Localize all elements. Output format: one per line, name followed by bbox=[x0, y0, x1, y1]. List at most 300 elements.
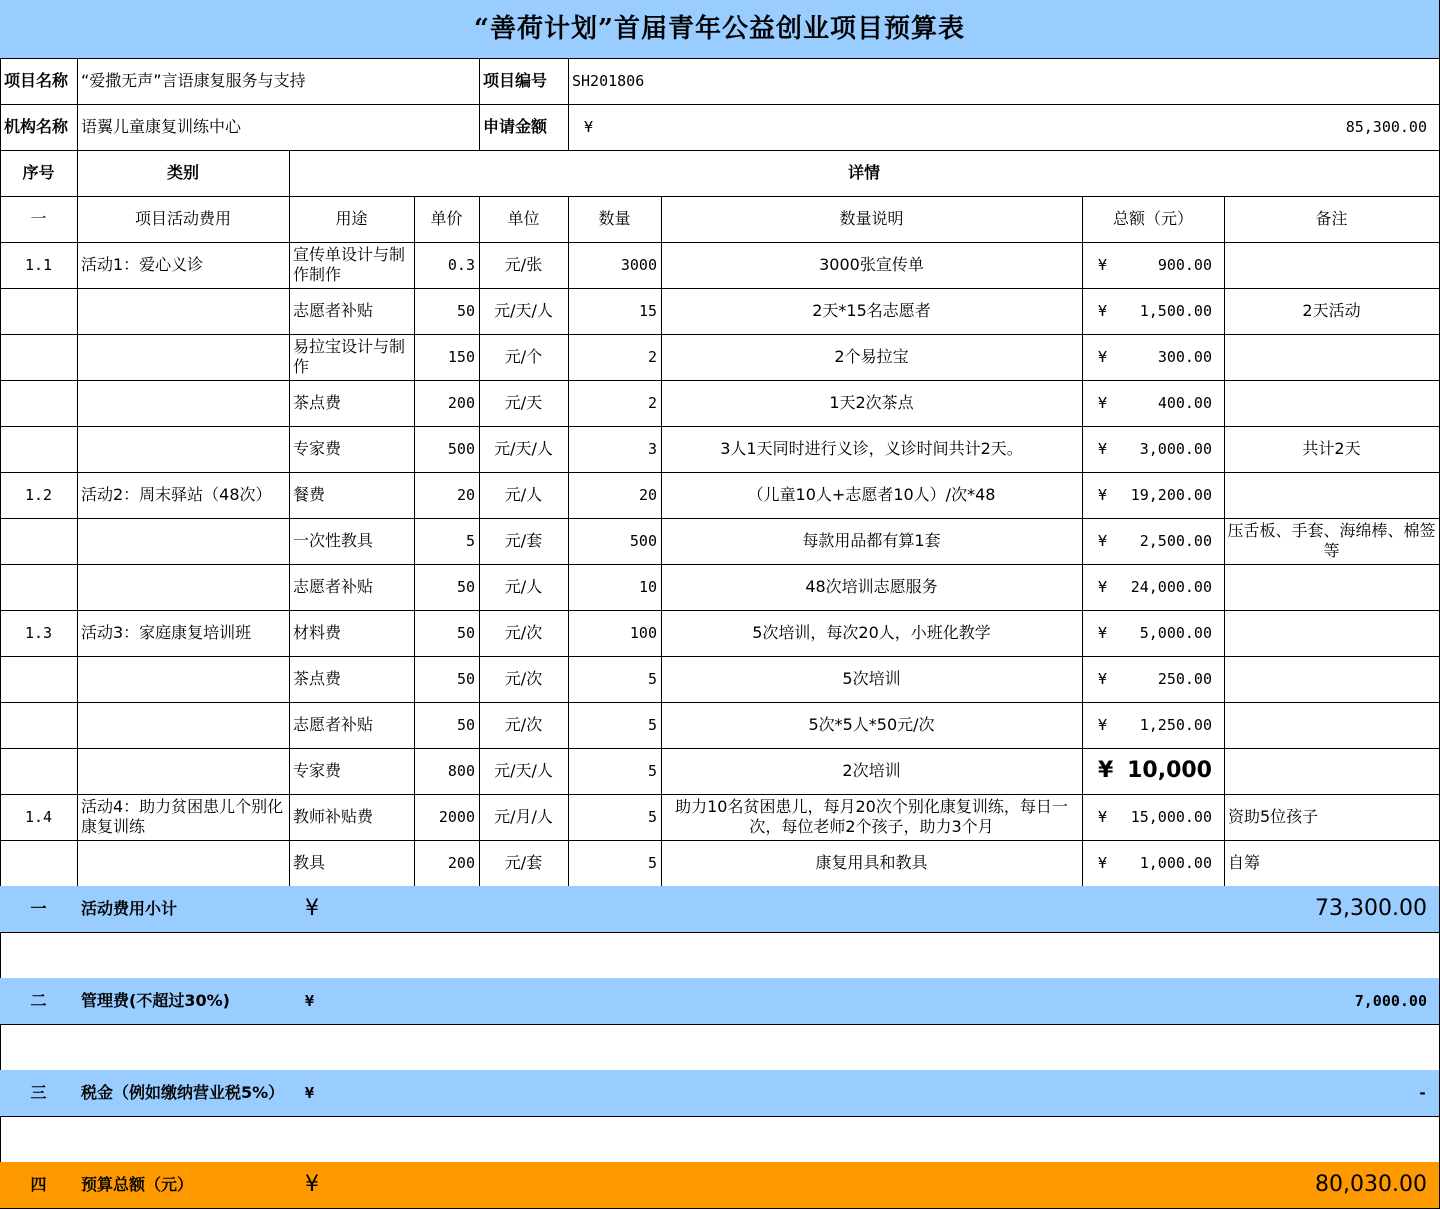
org-name-label-text: 机构名称 bbox=[4, 117, 69, 136]
org-name-value-text: 语翼儿童康复训练中心 bbox=[81, 117, 242, 136]
summary-label-text: 管理费(不超过30%) bbox=[81, 991, 230, 1010]
row-usage[interactable] bbox=[289, 656, 415, 703]
row-qty-desc-text: 3人1天同时进行义诊，义诊时间共计2天。 bbox=[720, 439, 1023, 458]
row-qty-desc[interactable] bbox=[661, 702, 1083, 749]
row-category-text: 活动1：爱心义诊 bbox=[81, 255, 204, 274]
row-note[interactable] bbox=[1224, 426, 1440, 473]
row-note-text: 2天活动 bbox=[1302, 301, 1361, 320]
sheet-title bbox=[0, 0, 1440, 59]
row-seq[interactable] bbox=[0, 518, 78, 565]
row-category-text: 活动3：家庭康复培训班 bbox=[81, 623, 252, 642]
requested-amount bbox=[568, 104, 1440, 151]
header-unit-text: 单位 bbox=[507, 209, 540, 228]
row-usage-text: 易拉宝设计与制作 bbox=[293, 337, 406, 376]
row-total bbox=[1082, 748, 1225, 795]
row-total-currency: ¥ bbox=[1098, 394, 1108, 412]
row-qty[interactable] bbox=[568, 242, 662, 289]
row-qty-desc[interactable] bbox=[661, 564, 1083, 611]
row-qty-desc[interactable] bbox=[661, 518, 1083, 565]
row-qty-desc[interactable] bbox=[661, 656, 1083, 703]
row-unit[interactable] bbox=[479, 702, 569, 749]
summary-amount-amount: 80,030.00 bbox=[1315, 1172, 1427, 1197]
row-unit-price-text: 50 bbox=[456, 578, 475, 596]
row-category[interactable] bbox=[77, 840, 290, 887]
row-unit-price-text: 500 bbox=[447, 440, 475, 458]
row-qty-desc-text: 每款用品都有算1套 bbox=[802, 531, 941, 550]
row-usage-text: 材料费 bbox=[293, 623, 342, 642]
row-total-currency: ¥ bbox=[1098, 348, 1108, 366]
row-total-amount: 300.00 bbox=[1157, 348, 1212, 366]
row-unit-price[interactable] bbox=[414, 564, 480, 611]
row-qty-text: 2 bbox=[647, 394, 657, 412]
summary-label bbox=[77, 1162, 290, 1209]
header-seq bbox=[0, 150, 78, 197]
row-unit[interactable] bbox=[479, 288, 569, 335]
row-unit-price-text: 2000 bbox=[438, 808, 475, 826]
row-unit-price[interactable] bbox=[414, 748, 480, 795]
row-qty[interactable] bbox=[568, 748, 662, 795]
row-unit-price[interactable] bbox=[414, 656, 480, 703]
row-qty[interactable] bbox=[568, 794, 662, 841]
summary-amount-currency: ¥ bbox=[305, 1172, 319, 1197]
row-total bbox=[1082, 380, 1225, 427]
row-unit-price-text: 150 bbox=[447, 348, 475, 366]
row-total-currency: ¥ bbox=[1098, 624, 1108, 642]
row-qty[interactable] bbox=[568, 656, 662, 703]
summary-seq bbox=[0, 978, 78, 1025]
row-qty[interactable] bbox=[568, 472, 662, 519]
row-total-currency: ¥ bbox=[1098, 302, 1108, 320]
summary-amount-amount: 7,000.00 bbox=[1354, 992, 1427, 1010]
row-seq[interactable] bbox=[0, 702, 78, 749]
row-total bbox=[1082, 702, 1225, 749]
row-unit-text: 元/天/人 bbox=[494, 439, 553, 458]
requested-amount-currency: ¥ bbox=[584, 118, 594, 136]
row-unit-price-text: 50 bbox=[456, 302, 475, 320]
row-usage-text: 餐费 bbox=[293, 485, 326, 504]
row-unit-text: 元/次 bbox=[504, 715, 543, 734]
row-qty[interactable] bbox=[568, 610, 662, 657]
row-total bbox=[1082, 518, 1225, 565]
row-usage-text: 专家费 bbox=[293, 439, 342, 458]
project-no-value[interactable] bbox=[568, 58, 1440, 105]
header-row2-category-text: 项目活动费用 bbox=[134, 209, 231, 228]
row-total-currency: ¥ bbox=[1098, 578, 1108, 596]
summary-amount-currency: ¥ bbox=[305, 896, 319, 921]
row-qty-desc-text: 助力10名贫困患儿，每月20次个别化康复训练，每日一次，每位老师2个孩子，助力3个月 bbox=[675, 797, 1068, 836]
row-total bbox=[1082, 472, 1225, 519]
row-total bbox=[1082, 334, 1225, 381]
row-note[interactable] bbox=[1224, 242, 1440, 289]
summary-amount-amount: 73,300.00 bbox=[1315, 896, 1427, 921]
row-seq-text: 1.3 bbox=[24, 624, 53, 642]
header-row2-seq-text: 一 bbox=[30, 209, 47, 228]
row-category[interactable] bbox=[77, 242, 290, 289]
row-qty-text: 10 bbox=[638, 578, 657, 596]
row-qty-desc-text: 5次培训 bbox=[842, 669, 901, 688]
row-unit-price-text: 200 bbox=[447, 394, 475, 412]
row-category[interactable] bbox=[77, 564, 290, 611]
amount-label bbox=[479, 104, 569, 151]
row-unit[interactable] bbox=[479, 656, 569, 703]
row-usage[interactable] bbox=[289, 472, 415, 519]
row-category[interactable] bbox=[77, 610, 290, 657]
row-total bbox=[1082, 656, 1225, 703]
row-usage[interactable] bbox=[289, 702, 415, 749]
row-total bbox=[1082, 426, 1225, 473]
row-qty-desc[interactable] bbox=[661, 472, 1083, 519]
row-total-amount: 1,500.00 bbox=[1139, 302, 1212, 320]
row-usage-text: 志愿者补贴 bbox=[293, 301, 374, 320]
header-unit-price bbox=[414, 196, 480, 243]
summary-seq-text: 二 bbox=[30, 991, 47, 1010]
row-qty-desc-text: 3000张宣传单 bbox=[819, 255, 924, 274]
header-detail-text: 详情 bbox=[847, 163, 880, 182]
row-unit-text: 元/套 bbox=[504, 853, 543, 872]
row-total-currency: ¥ bbox=[1098, 758, 1114, 783]
row-unit-price-text: 5 bbox=[465, 532, 475, 550]
row-unit[interactable] bbox=[479, 518, 569, 565]
row-total-amount: 1,000.00 bbox=[1139, 854, 1212, 872]
project-name-value-text: “爱撒无声”言语康复服务与支持 bbox=[81, 71, 306, 90]
summary-seq-text: 三 bbox=[30, 1083, 47, 1102]
row-unit-price-text: 800 bbox=[447, 762, 475, 780]
row-qty[interactable] bbox=[568, 564, 662, 611]
row-seq[interactable] bbox=[0, 656, 78, 703]
summary-amount bbox=[289, 978, 1440, 1025]
summary-label-text: 税金（例如缴纳营业税5%） bbox=[81, 1083, 285, 1102]
summary-label bbox=[77, 1070, 290, 1117]
row-qty-text: 100 bbox=[629, 624, 657, 642]
project-name-value[interactable] bbox=[77, 58, 480, 105]
summary-label bbox=[77, 978, 290, 1025]
row-total-currency: ¥ bbox=[1098, 532, 1108, 550]
row-seq[interactable] bbox=[0, 426, 78, 473]
row-qty-desc[interactable] bbox=[661, 288, 1083, 335]
row-unit[interactable] bbox=[479, 564, 569, 611]
row-qty-desc-text: 48次培训志愿服务 bbox=[805, 577, 938, 596]
project-no-value-text: SH201806 bbox=[572, 72, 645, 90]
row-category-text: 活动2：周末驿站（48次） bbox=[81, 485, 272, 504]
summary-amount-amount: - bbox=[1417, 1084, 1427, 1102]
row-unit-price-text: 200 bbox=[447, 854, 475, 872]
header-qty bbox=[568, 196, 662, 243]
row-unit[interactable] bbox=[479, 610, 569, 657]
row-qty-desc[interactable] bbox=[661, 242, 1083, 289]
row-qty-desc[interactable] bbox=[661, 334, 1083, 381]
row-category-text: 活动4：助力贫困患儿个别化康复训练 bbox=[81, 797, 284, 836]
row-note[interactable] bbox=[1224, 794, 1440, 841]
row-qty-desc[interactable] bbox=[661, 426, 1083, 473]
row-category[interactable] bbox=[77, 794, 290, 841]
row-unit-price[interactable] bbox=[414, 840, 480, 887]
row-qty-desc[interactable] bbox=[661, 610, 1083, 657]
row-unit-text: 元/次 bbox=[504, 669, 543, 688]
row-unit-price-text: 50 bbox=[456, 670, 475, 688]
row-note[interactable] bbox=[1224, 748, 1440, 795]
row-usage-text: 茶点费 bbox=[293, 393, 342, 412]
row-total-amount: 10,000 bbox=[1127, 758, 1212, 783]
row-total-amount: 1,250.00 bbox=[1139, 716, 1212, 734]
summary-amount bbox=[289, 1162, 1440, 1209]
row-total bbox=[1082, 794, 1225, 841]
row-seq[interactable] bbox=[0, 794, 78, 841]
row-qty[interactable] bbox=[568, 288, 662, 335]
row-unit-price[interactable] bbox=[414, 610, 480, 657]
row-category[interactable] bbox=[77, 426, 290, 473]
row-unit-price-text: 50 bbox=[456, 716, 475, 734]
row-category[interactable] bbox=[77, 518, 290, 565]
row-usage[interactable] bbox=[289, 748, 415, 795]
row-qty-text: 5 bbox=[647, 808, 657, 826]
row-qty-text: 20 bbox=[638, 486, 657, 504]
row-qty-text: 15 bbox=[638, 302, 657, 320]
row-unit-text: 元/套 bbox=[504, 531, 543, 550]
row-seq[interactable] bbox=[0, 610, 78, 657]
header-total bbox=[1082, 196, 1225, 243]
row-total-amount: 900.00 bbox=[1157, 256, 1212, 274]
row-qty-text: 5 bbox=[647, 762, 657, 780]
summary-seq bbox=[0, 1162, 78, 1209]
row-unit-text: 元/天/人 bbox=[494, 761, 553, 780]
row-total-currency: ¥ bbox=[1098, 440, 1108, 458]
row-unit[interactable] bbox=[479, 472, 569, 519]
row-total-amount: 24,000.00 bbox=[1130, 578, 1212, 596]
row-seq[interactable] bbox=[0, 564, 78, 611]
row-qty-desc-text: 5次*5人*50元/次 bbox=[808, 715, 935, 734]
row-qty-desc-text: 康复用具和教具 bbox=[815, 853, 928, 872]
row-note[interactable] bbox=[1224, 656, 1440, 703]
row-seq[interactable] bbox=[0, 334, 78, 381]
row-qty-text: 5 bbox=[647, 854, 657, 872]
row-unit-text: 元/人 bbox=[504, 485, 543, 504]
row-seq[interactable] bbox=[0, 242, 78, 289]
row-total bbox=[1082, 610, 1225, 657]
row-qty-desc-text: 1天2次茶点 bbox=[829, 393, 914, 412]
row-note[interactable] bbox=[1224, 518, 1440, 565]
row-total-amount: 250.00 bbox=[1157, 670, 1212, 688]
row-unit[interactable] bbox=[479, 794, 569, 841]
row-unit-price[interactable] bbox=[414, 794, 480, 841]
summary-label-text: 预算总额（元） bbox=[81, 1175, 194, 1194]
row-unit-text: 元/月/人 bbox=[494, 807, 553, 826]
row-category[interactable] bbox=[77, 748, 290, 795]
row-qty-text: 500 bbox=[629, 532, 657, 550]
row-seq-text: 1.1 bbox=[24, 256, 53, 274]
row-qty[interactable] bbox=[568, 380, 662, 427]
row-note[interactable] bbox=[1224, 334, 1440, 381]
blank-row bbox=[0, 1024, 1440, 1071]
row-category[interactable] bbox=[77, 702, 290, 749]
summary-seq-text: 一 bbox=[30, 899, 47, 918]
row-seq[interactable] bbox=[0, 748, 78, 795]
row-usage[interactable] bbox=[289, 380, 415, 427]
row-unit[interactable] bbox=[479, 380, 569, 427]
org-name-label bbox=[0, 104, 78, 151]
row-unit-text: 元/次 bbox=[504, 623, 543, 642]
row-qty-desc[interactable] bbox=[661, 380, 1083, 427]
header-usage bbox=[289, 196, 415, 243]
row-seq-text: 1.2 bbox=[24, 486, 53, 504]
row-qty-text: 2 bbox=[647, 348, 657, 366]
row-total-currency: ¥ bbox=[1098, 808, 1108, 826]
row-usage-text: 志愿者补贴 bbox=[293, 577, 374, 596]
row-usage[interactable] bbox=[289, 610, 415, 657]
row-unit[interactable] bbox=[479, 426, 569, 473]
row-note-text: 自筹 bbox=[1228, 853, 1261, 872]
row-total-amount: 5,000.00 bbox=[1139, 624, 1212, 642]
row-unit-price[interactable] bbox=[414, 380, 480, 427]
project-no-label-text: 项目编号 bbox=[483, 71, 548, 90]
header-usage-text: 用途 bbox=[335, 209, 368, 228]
requested-amount-amount: 85,300.00 bbox=[1345, 118, 1427, 136]
header-unit-price-text: 单价 bbox=[430, 209, 463, 228]
header-row2-seq bbox=[0, 196, 78, 243]
summary-amount bbox=[289, 1070, 1440, 1117]
summary-seq-text: 四 bbox=[30, 1175, 47, 1194]
row-usage-text: 教具 bbox=[293, 853, 326, 872]
row-unit-price[interactable] bbox=[414, 288, 480, 335]
header-qty-desc bbox=[661, 196, 1083, 243]
header-category-text: 类别 bbox=[166, 163, 199, 182]
row-unit-price-text: 0.3 bbox=[447, 256, 475, 274]
row-qty[interactable] bbox=[568, 334, 662, 381]
row-unit[interactable] bbox=[479, 242, 569, 289]
row-qty-text: 5 bbox=[647, 670, 657, 688]
row-total-currency: ¥ bbox=[1098, 486, 1108, 504]
row-usage[interactable] bbox=[289, 334, 415, 381]
summary-amount bbox=[289, 886, 1440, 933]
project-name-label-text: 项目名称 bbox=[4, 71, 69, 90]
row-seq[interactable] bbox=[0, 380, 78, 427]
row-total bbox=[1082, 242, 1225, 289]
row-note[interactable] bbox=[1224, 702, 1440, 749]
project-no-label bbox=[479, 58, 569, 105]
row-qty-desc-text: （儿童10人+志愿者10人）/次*48 bbox=[747, 485, 996, 504]
summary-seq bbox=[0, 886, 78, 933]
row-unit-text: 元/天/人 bbox=[494, 301, 553, 320]
row-note[interactable] bbox=[1224, 288, 1440, 335]
row-unit-price[interactable] bbox=[414, 242, 480, 289]
sheet-title-text: “善荷计划”首届青年公益创业项目预算表 bbox=[474, 14, 965, 44]
row-qty-desc-text: 2天*15名志愿者 bbox=[812, 301, 931, 320]
header-unit bbox=[479, 196, 569, 243]
row-note[interactable] bbox=[1224, 472, 1440, 519]
row-unit-text: 元/张 bbox=[504, 255, 543, 274]
row-note-text: 共计2天 bbox=[1302, 439, 1361, 458]
row-usage[interactable] bbox=[289, 518, 415, 565]
row-qty-desc-text: 5次培训，每次20人，小班化教学 bbox=[752, 623, 991, 642]
row-note[interactable] bbox=[1224, 380, 1440, 427]
header-seq-text: 序号 bbox=[22, 163, 55, 182]
row-seq[interactable] bbox=[0, 840, 78, 887]
row-unit-price[interactable] bbox=[414, 426, 480, 473]
row-qty-desc[interactable] bbox=[661, 840, 1083, 887]
row-total-amount: 19,200.00 bbox=[1130, 486, 1212, 504]
row-qty-desc[interactable] bbox=[661, 794, 1083, 841]
row-note-text: 资助5位孩子 bbox=[1228, 807, 1319, 826]
row-note[interactable] bbox=[1224, 610, 1440, 657]
blank-row bbox=[0, 932, 1440, 979]
row-usage-text: 宣传单设计与制作制作 bbox=[293, 245, 406, 284]
header-qty-text: 数量 bbox=[598, 209, 631, 228]
amount-label-text: 申请金额 bbox=[483, 117, 548, 136]
row-unit-text: 元/天 bbox=[504, 393, 543, 412]
row-total bbox=[1082, 288, 1225, 335]
row-category[interactable] bbox=[77, 472, 290, 519]
row-total bbox=[1082, 564, 1225, 611]
row-note-text: 压舌板、手套、海绵棒、棉签等 bbox=[1227, 521, 1436, 560]
row-usage[interactable] bbox=[289, 564, 415, 611]
row-qty[interactable] bbox=[568, 518, 662, 565]
row-usage-text: 茶点费 bbox=[293, 669, 342, 688]
summary-label-text: 活动费用小计 bbox=[81, 899, 178, 918]
row-unit-price[interactable] bbox=[414, 518, 480, 565]
row-seq[interactable] bbox=[0, 288, 78, 335]
row-qty-text: 3 bbox=[647, 440, 657, 458]
row-unit-text: 元/个 bbox=[504, 347, 543, 366]
row-qty[interactable] bbox=[568, 840, 662, 887]
row-qty-text: 5 bbox=[647, 716, 657, 734]
row-total-amount: 3,000.00 bbox=[1139, 440, 1212, 458]
row-total-currency: ¥ bbox=[1098, 854, 1108, 872]
summary-label bbox=[77, 886, 290, 933]
row-total-currency: ¥ bbox=[1098, 670, 1108, 688]
row-unit-price[interactable] bbox=[414, 702, 480, 749]
row-total-amount: 2,500.00 bbox=[1139, 532, 1212, 550]
summary-amount-currency: ¥ bbox=[305, 992, 315, 1010]
row-unit-price[interactable] bbox=[414, 334, 480, 381]
header-total-text: 总额（元） bbox=[1112, 209, 1193, 228]
row-category[interactable] bbox=[77, 380, 290, 427]
row-usage[interactable] bbox=[289, 426, 415, 473]
row-category[interactable] bbox=[77, 334, 290, 381]
blank-row bbox=[0, 1116, 1440, 1163]
row-usage-text: 专家费 bbox=[293, 761, 342, 780]
row-category[interactable] bbox=[77, 656, 290, 703]
row-unit[interactable] bbox=[479, 748, 569, 795]
row-unit-price-text: 50 bbox=[456, 624, 475, 642]
header-row2-category bbox=[77, 196, 290, 243]
row-unit[interactable] bbox=[479, 334, 569, 381]
summary-amount-currency: ¥ bbox=[305, 1084, 315, 1102]
row-qty-desc[interactable] bbox=[661, 748, 1083, 795]
row-total-currency: ¥ bbox=[1098, 716, 1108, 734]
header-category bbox=[77, 150, 290, 197]
row-note[interactable] bbox=[1224, 564, 1440, 611]
row-usage-text: 教师补贴费 bbox=[293, 807, 374, 826]
org-name-value[interactable] bbox=[77, 104, 480, 151]
row-qty-text: 3000 bbox=[620, 256, 657, 274]
row-unit[interactable] bbox=[479, 840, 569, 887]
row-seq[interactable] bbox=[0, 472, 78, 519]
row-category[interactable] bbox=[77, 288, 290, 335]
row-usage[interactable] bbox=[289, 794, 415, 841]
row-unit-price[interactable] bbox=[414, 472, 480, 519]
row-unit-text: 元/人 bbox=[504, 577, 543, 596]
row-usage[interactable] bbox=[289, 242, 415, 289]
row-qty[interactable] bbox=[568, 702, 662, 749]
row-usage[interactable] bbox=[289, 288, 415, 335]
row-note[interactable] bbox=[1224, 840, 1440, 887]
header-detail bbox=[289, 150, 1440, 197]
project-name-label bbox=[0, 58, 78, 105]
summary-seq bbox=[0, 1070, 78, 1117]
row-qty[interactable] bbox=[568, 426, 662, 473]
header-qty-desc-text: 数量说明 bbox=[839, 209, 904, 228]
row-usage[interactable] bbox=[289, 840, 415, 887]
row-usage-text: 一次性教具 bbox=[293, 531, 374, 550]
